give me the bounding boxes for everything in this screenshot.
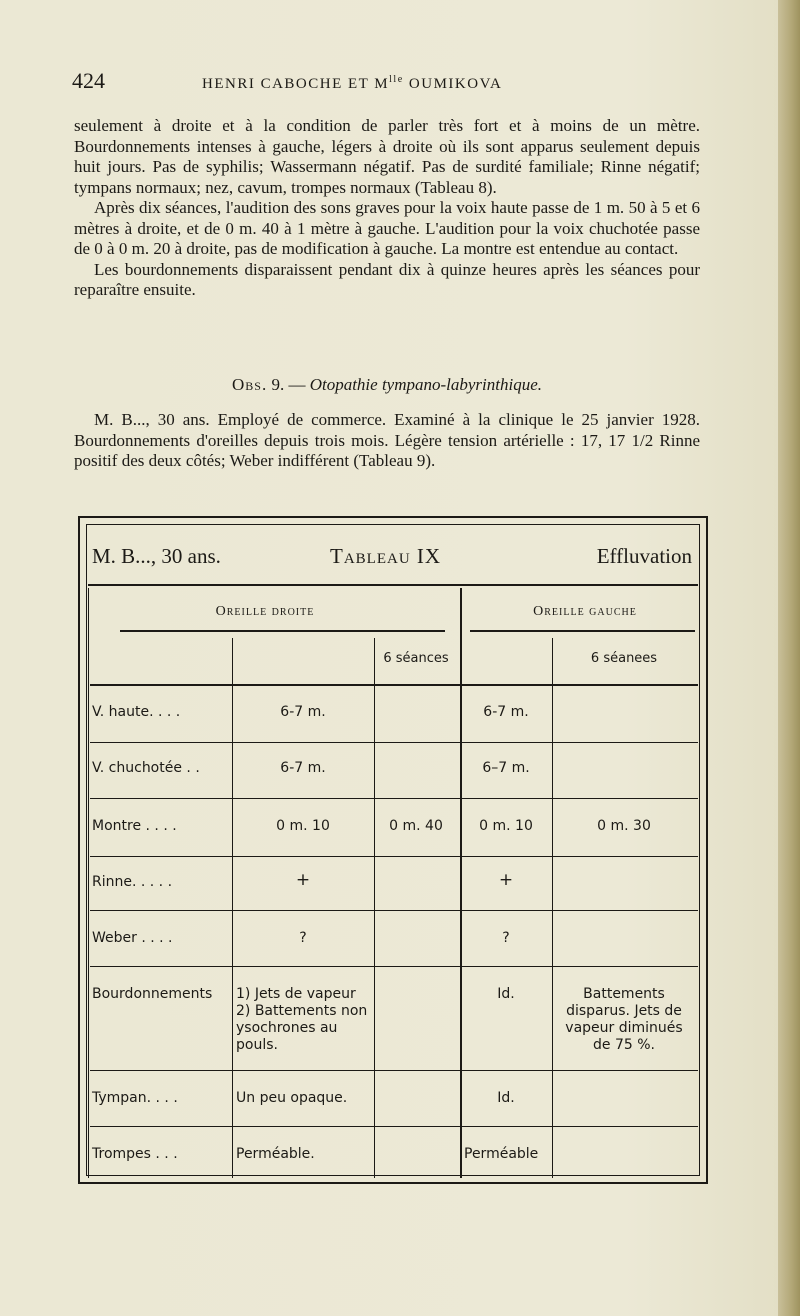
observation-number: 9. — — [271, 375, 310, 394]
row-label: V. chuchotée . . — [92, 760, 200, 776]
row-rule — [90, 966, 698, 967]
left-after-heading: 6 séanees — [590, 651, 658, 666]
right-ear-heading: Oreille droite — [215, 604, 315, 619]
page-edge — [778, 0, 800, 1316]
page-number: 424 — [72, 68, 105, 93]
left-ear-heading: Oreille gauche — [533, 604, 637, 619]
row-rule — [90, 856, 698, 857]
observation-heading — [74, 375, 700, 395]
table-title-row — [92, 538, 692, 574]
right-before-cell: 6-7 m. — [280, 704, 326, 720]
paragraph-1: seulement à droite et à la condition de parler très fort et à moins de un mètre. Bourdonnements intenses à gauche, légers à droite où ils sont apparus seulement depuis huit jours. Pas de syphilis; Wassermann négatif. Pas de surdité familiale; Rinne négatif; tympans normaux; nez, cavum, trompes normaux (Tableau 8). — [74, 116, 700, 197]
running-head — [72, 68, 712, 98]
left-before-cell: 6–7 m. — [482, 760, 530, 776]
row-label: V. haute. . . . — [92, 704, 181, 720]
tableau-ix — [78, 516, 708, 1184]
col-divider-1 — [232, 638, 233, 1178]
table-method: Effluvation — [596, 544, 692, 568]
left-before-cell: 6-7 m. — [483, 704, 529, 720]
right-before-cell: 0 m. 10 — [276, 818, 330, 834]
left-before-cell: Id. — [497, 986, 515, 1002]
col-divider-3 — [552, 638, 553, 1178]
left-before-cell: 0 m. 10 — [479, 818, 533, 834]
row-label: Rinne. . . . . — [92, 874, 173, 890]
right-before-cell: 6-7 m. — [280, 760, 326, 776]
table-roman: IX — [416, 544, 442, 568]
row-rule — [90, 742, 698, 743]
row-label: Bourdonnements — [92, 986, 213, 1002]
running-head-title — [202, 74, 502, 93]
left-border — [88, 588, 89, 1178]
running-head-coauthor: OUMIKOVA — [403, 76, 503, 92]
right-before-cell: 1) Jets de vapeur 2) Battements non ysochrones au pouls. — [236, 986, 368, 1053]
row-rule — [90, 1070, 698, 1071]
right-ear-rule — [120, 630, 445, 632]
left-before-cell: Id. — [497, 1090, 515, 1106]
table-patient: M. B..., 30 ans. — [92, 544, 221, 568]
observation-label: Obs. — [231, 375, 268, 394]
row-label: Trompes . . . — [92, 1146, 178, 1162]
col-divider-2 — [374, 638, 375, 1178]
row-rule — [90, 910, 698, 911]
running-head-authors: HENRI CABOCHE ET M — [202, 76, 390, 92]
right-before-cell: Un peu opaque. — [236, 1090, 348, 1106]
paragraph-2: Après dix séances, l'audition des sons graves pour la voix haute passe de 1 m. 50 à 5 et 6 mètres à droite, et de 0 m. 40 à 1 mètre à gauche. L'audition pour la voix chuchotée passe de 0 à 0 m. 20 à droite, pas de modification à gauche. La montre est entendue au contact. — [74, 198, 700, 258]
left-after-cell: 0 m. 30 — [597, 818, 651, 834]
right-after-cell: 0 m. 40 — [389, 818, 443, 834]
left-before-cell: ? — [502, 930, 510, 946]
header-rule — [90, 684, 698, 686]
left-before-cell: Perméable — [464, 1146, 539, 1162]
paragraph-3: Les bourdonnements disparaissent pendant dix à quinze heures après les séances pour reparaître ensuite. — [74, 259, 700, 299]
table-number — [330, 544, 441, 569]
left-ear-rule — [470, 630, 695, 632]
right-before-cell: Perméable. — [236, 1146, 315, 1162]
row-label: Tympan. . . . — [92, 1090, 178, 1106]
right-after-heading: 6 séances — [383, 651, 449, 666]
row-label: Weber . . . . — [92, 930, 173, 946]
running-head-superscript: lle — [389, 74, 404, 85]
body-text — [74, 116, 700, 301]
table-label: Tableau — [330, 544, 411, 568]
row-rule — [90, 1126, 698, 1127]
observation-paragraph: M. B..., 30 ans. Employé de commerce. Examiné à la clinique le 25 janvier 1928. Bourdonnements d'oreilles depuis trois mois. Légère tension artérielle : 17, 17 1/2 Rinne positif des deux côtés; Weber indifférent (Tableau 9). — [74, 410, 700, 470]
observation-text — [74, 410, 700, 472]
observation-title: Otopathie tympano-labyrinthique. — [309, 375, 543, 394]
left-before-cell: + — [498, 870, 514, 890]
left-after-cell: Battements disparus. Jets de vapeur diminués de 75 %. — [565, 986, 683, 1053]
title-rule — [88, 584, 698, 586]
right-before-cell: ? — [299, 930, 307, 946]
row-label: Montre . . . . — [92, 818, 177, 834]
right-before-cell: + — [295, 870, 311, 890]
row-rule — [90, 798, 698, 799]
